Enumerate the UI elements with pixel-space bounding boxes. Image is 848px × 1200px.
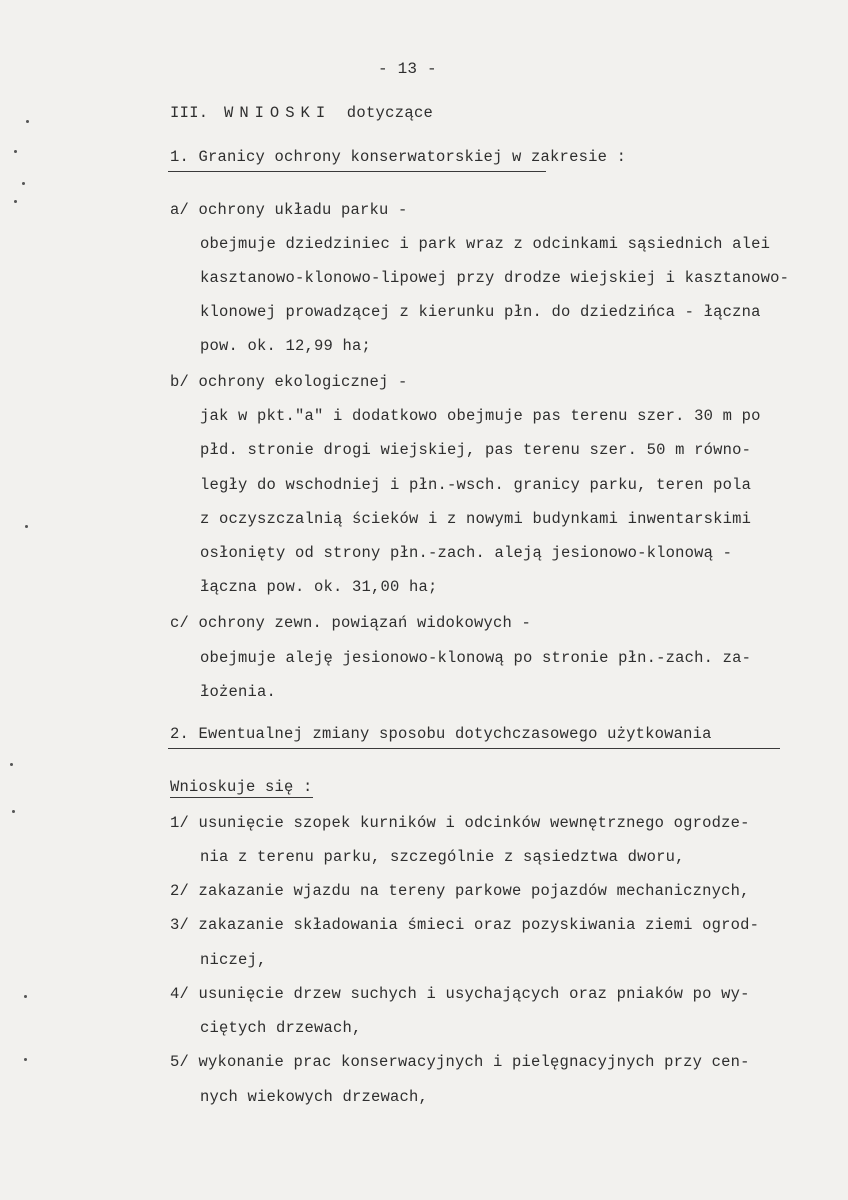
- item-c-label: c/ ochrony zewn. powiązań widokowych -: [170, 614, 532, 632]
- heading-rest: dotyczące: [346, 104, 434, 122]
- margin-speck: [14, 200, 17, 203]
- margin-speck: [26, 120, 29, 123]
- item-a-line: kasztanowo-klonowo-lipowej przy drodze wiejskiej i kasztanowo-: [200, 269, 790, 287]
- item-b-line: z oczyszczalnią ścieków i z nowymi budynkami inwentarskimi: [200, 510, 752, 528]
- section1-title: 1. Granicy ochrony konserwatorskiej w zakresie :: [170, 148, 627, 166]
- margin-speck: [12, 810, 15, 813]
- item-b-label: b/ ochrony ekologicznej -: [170, 373, 408, 391]
- request-2-label: 2/ zakazanie wjazdu na tereny parkowe pojazdów mechanicznych,: [170, 882, 750, 900]
- heading-roman: III.: [170, 104, 209, 122]
- request-4-label: 4/ usunięcie drzew suchych i usychających oraz pniaków po wy-: [170, 985, 750, 1003]
- item-b-line: legły do wschodniej i płn.-wsch. granicy parku, teren pola: [200, 476, 752, 494]
- margin-speck: [25, 525, 28, 528]
- request-1-line: nia z terenu parku, szczególnie z sąsiedztwa dworu,: [200, 848, 685, 866]
- item-b-line: jak w pkt."a" i dodatkowo obejmuje pas terenu szer. 30 m po: [200, 407, 761, 425]
- section-heading: [170, 103, 433, 123]
- request-5-label: 5/ wykonanie prac konserwacyjnych i pielęgnacyjnych przy cen-: [170, 1053, 750, 1071]
- request-5-line: nych wiekowych drzewach,: [200, 1088, 429, 1106]
- page-number: - 13 -: [378, 60, 437, 78]
- request-4-line: ciętych drzewach,: [200, 1019, 362, 1037]
- request-3-label: 3/ zakazanie składowania śmieci oraz pozyskiwania ziemi ogrod-: [170, 916, 760, 934]
- item-b-line: płd. stronie drogi wiejskiej, pas terenu szer. 50 m równo-: [200, 441, 752, 459]
- item-a-line: pow. ok. 12,99 ha;: [200, 337, 372, 355]
- margin-speck: [24, 1058, 27, 1061]
- section2-title: 2. Ewentualnej zmiany sposobu dotychczasowego użytkowania: [170, 725, 712, 743]
- margin-speck: [24, 995, 27, 998]
- section2-intro: [170, 777, 313, 797]
- item-b-line: łączna pow. ok. 31,00 ha;: [200, 578, 438, 596]
- item-b-line: osłonięty od strony płn.-zach. aleją jesionowo-klonową -: [200, 544, 733, 562]
- item-a-label: a/ ochrony układu parku -: [170, 201, 408, 219]
- margin-speck: [10, 763, 13, 766]
- item-a-line: klonowej prowadzącej z kierunku płn. do dziedzińca - łączna: [200, 303, 761, 321]
- section2-underline: [168, 748, 780, 749]
- request-1-label: 1/ usunięcie szopek kurników i odcinków wewnętrznego ogrodze-: [170, 814, 750, 832]
- request-3-line: niczej,: [200, 951, 267, 969]
- margin-speck: [22, 182, 25, 185]
- heading-spaced-word: WNIOSKI: [224, 104, 332, 122]
- item-c-line: łożenia.: [200, 683, 277, 701]
- section1-underline: [168, 171, 546, 172]
- item-a-line: obejmuje dziedziniec i park wraz z odcinkami sąsiednich alei: [200, 235, 771, 253]
- margin-speck: [14, 150, 17, 153]
- item-c-line: obejmuje aleję jesionowo-klonową po stronie płn.-zach. za-: [200, 649, 752, 667]
- intro-underlined-text: Wnioskuje się :: [170, 778, 313, 796]
